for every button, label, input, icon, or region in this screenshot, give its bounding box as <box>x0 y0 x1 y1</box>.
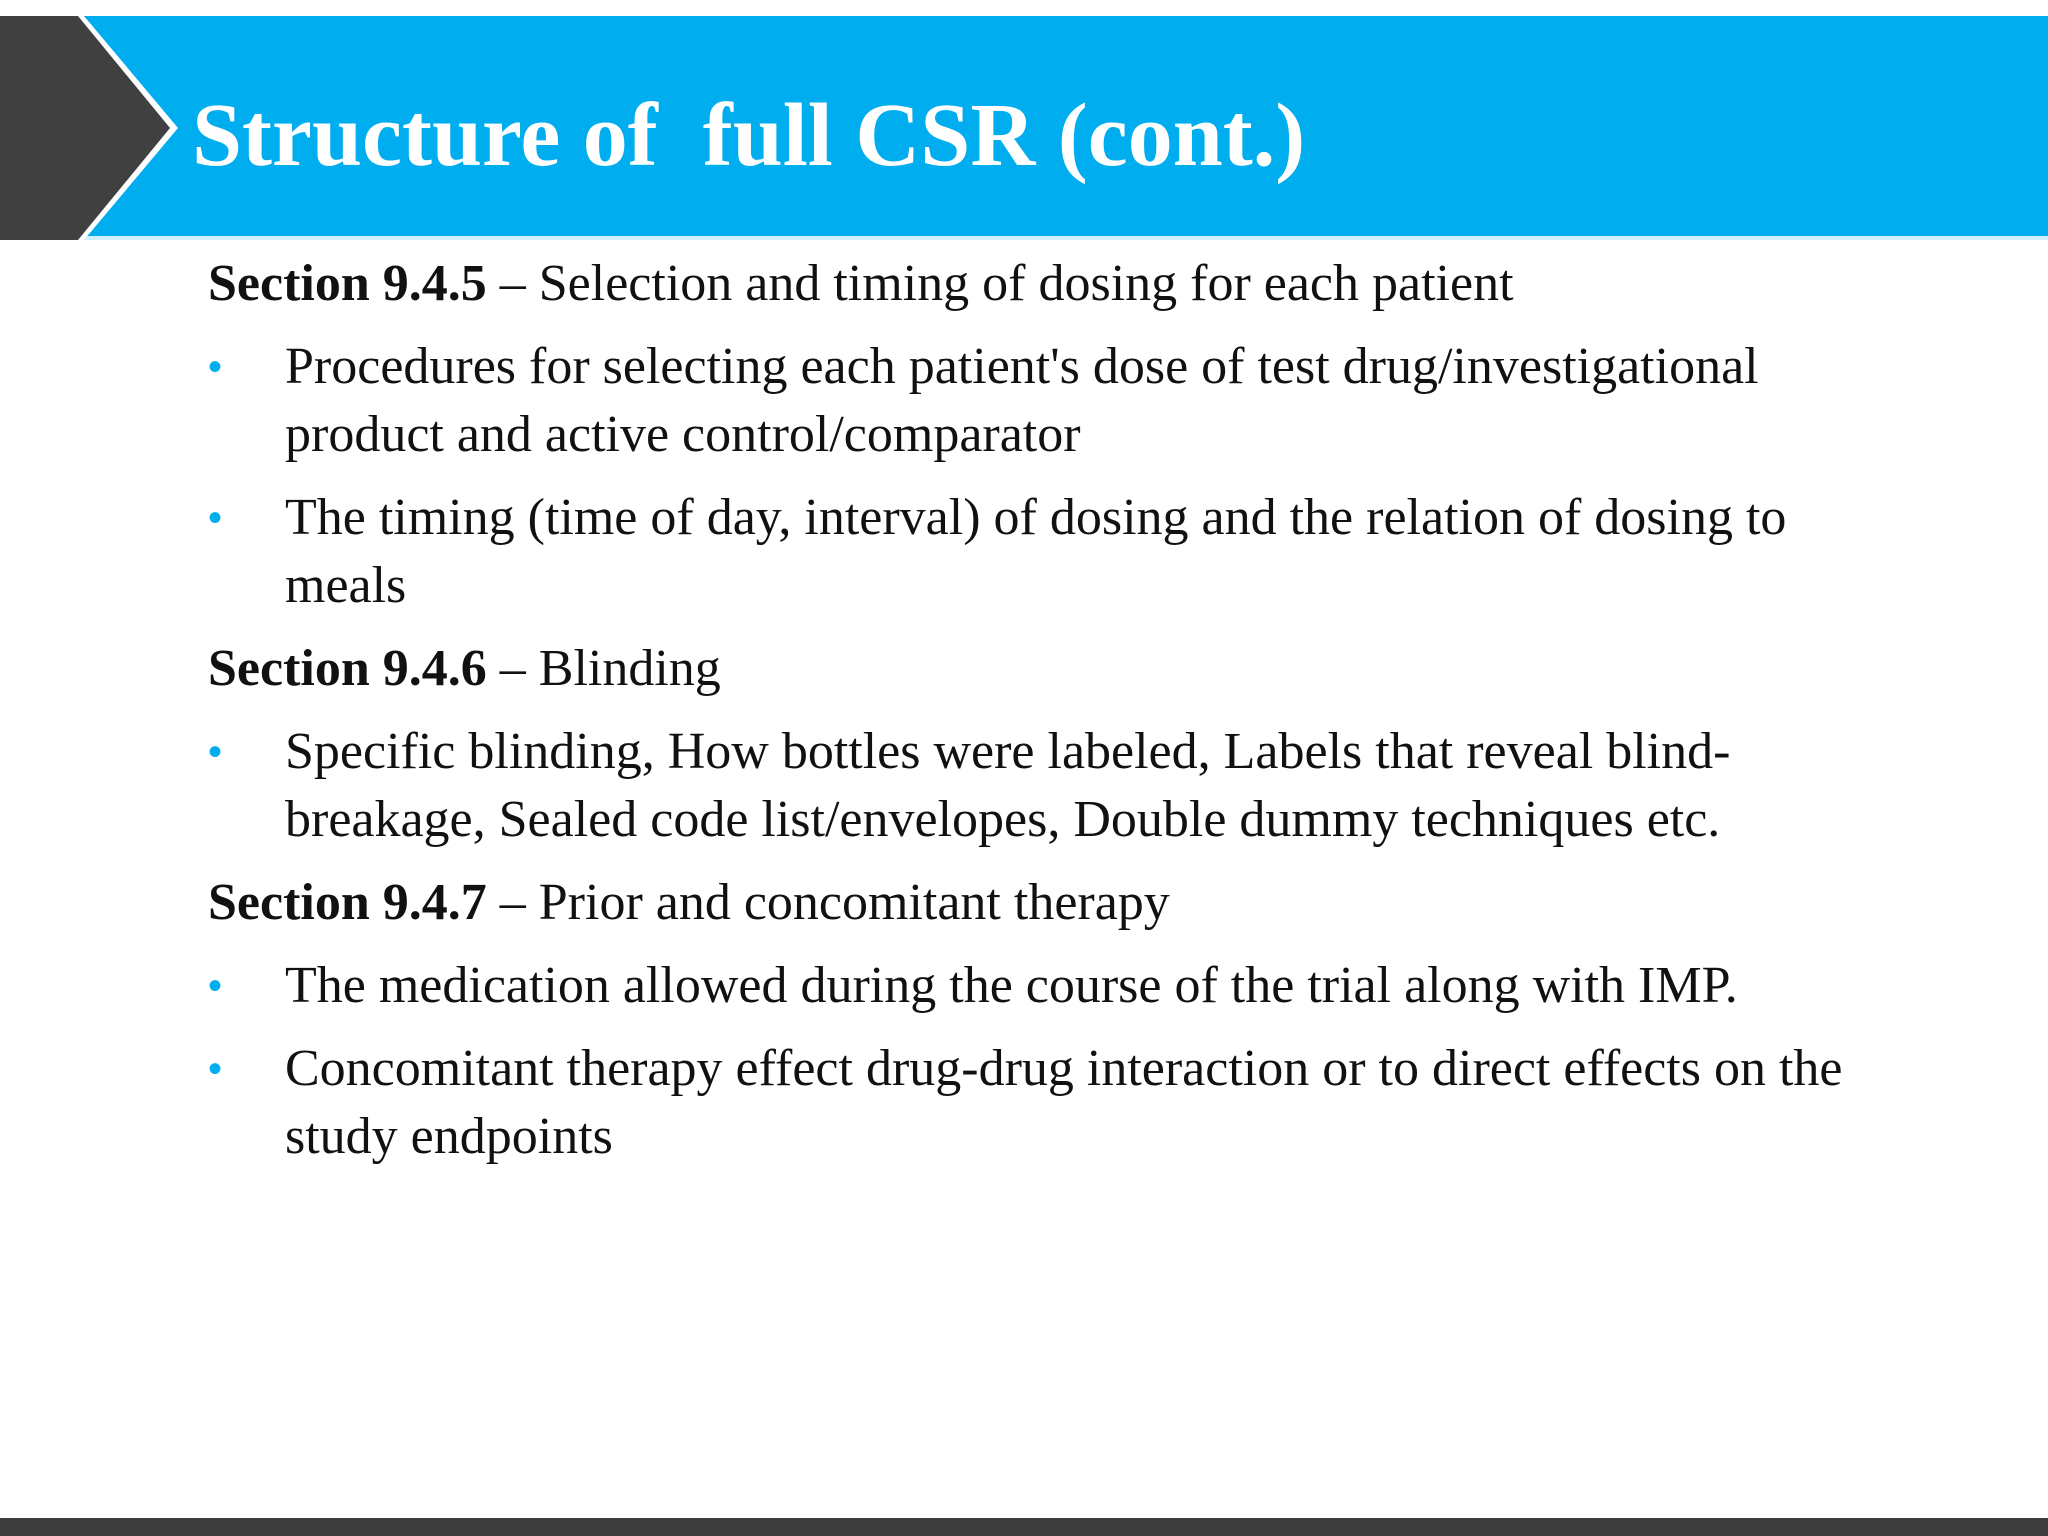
header-highlight-line <box>0 236 2048 240</box>
section-label: Section 9.4.7 <box>208 874 487 931</box>
section-title: Selection and timing of dosing for each patient <box>538 255 1514 312</box>
bullet-item <box>208 952 1888 1020</box>
section-separator: – <box>486 255 539 312</box>
footer-bar <box>0 1518 2048 1536</box>
section-title: Blinding <box>538 640 721 697</box>
chevron-fill <box>0 16 170 240</box>
bullet-icon: • <box>208 345 223 389</box>
bullet-text: Specific blinding, How bottles were labeled, Labels that reveal blind-breakage, Sealed code list/envelopes, Double dummy techniques etc. <box>285 723 1731 848</box>
bullet-icon: • <box>208 730 223 774</box>
bullet-icon: • <box>208 964 223 1008</box>
section-separator: – <box>486 874 539 931</box>
bullet-text: Procedures for selecting each patient's dose of test drug/investigational product and active control/comparator <box>285 338 1759 463</box>
chevron-arrow-icon <box>0 16 190 240</box>
bullet-icon: • <box>208 496 223 540</box>
slide-body <box>208 250 1888 1186</box>
section-label: Section 9.4.5 <box>208 255 487 312</box>
bullet-item <box>208 1035 1888 1171</box>
bullet-text: Concomitant therapy effect drug-drug interaction or to direct effects on the study endpoints <box>285 1040 1843 1165</box>
section-title: Prior and concomitant therapy <box>538 874 1170 931</box>
section-heading <box>208 869 1888 937</box>
section-separator: – <box>486 640 539 697</box>
slide-title: Structure of full CSR (cont.) <box>192 86 1306 185</box>
section-heading <box>208 635 1888 703</box>
section-label: Section 9.4.6 <box>208 640 487 697</box>
bullet-text: The timing (time of day, interval) of dosing and the relation of dosing to meals <box>285 489 1787 614</box>
bullet-item <box>208 718 1888 854</box>
bullet-icon: • <box>208 1047 223 1091</box>
bullet-item <box>208 484 1888 620</box>
bullet-text: The medication allowed during the course of the trial along with IMP. <box>285 957 1738 1014</box>
section-heading <box>208 250 1888 318</box>
bullet-item <box>208 333 1888 469</box>
